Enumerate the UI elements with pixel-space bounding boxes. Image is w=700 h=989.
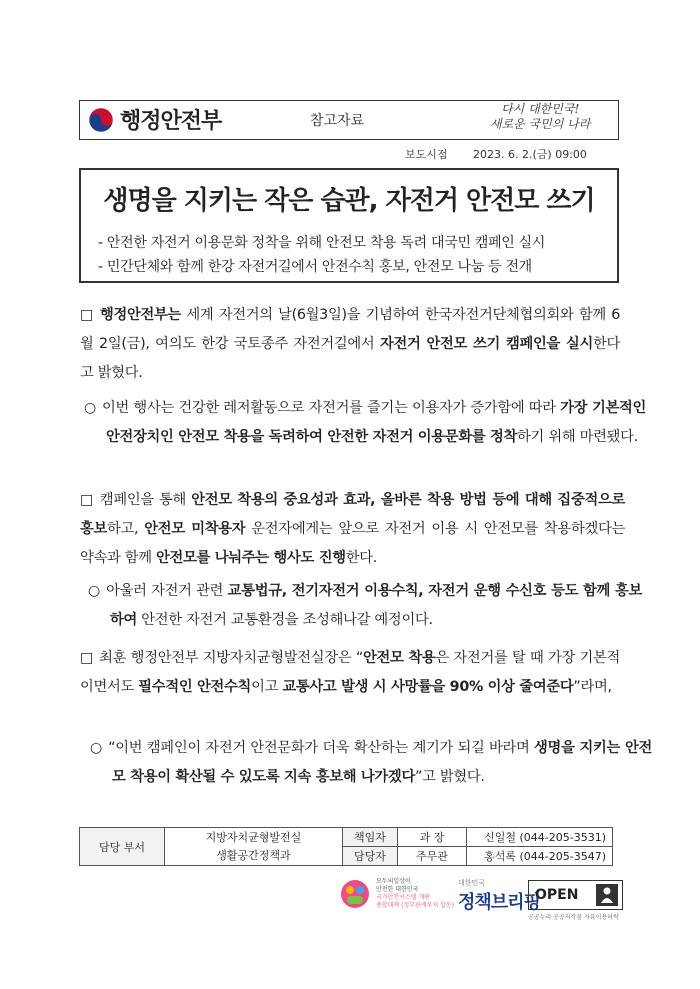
square-bullet: □ [80,650,94,666]
paragraph-3 [80,486,625,573]
paragraph-4 [88,577,642,635]
logo1-line4: 종합대책 (정부관계부처 합동) [376,902,455,909]
dept-name [165,828,343,866]
title-cell: 과 장 [398,828,467,847]
role-cell: 담당자 [343,847,398,866]
circle-bullet: ○ [90,740,103,756]
subtitle-1: - 안전한 자전거 이용문화 정착을 위해 안전모 착용 독려 대국민 캠페인 실시 [98,235,546,251]
bold-text: 안전모 착용 [362,650,436,666]
role-cell: 책임자 [343,828,398,847]
text: ”고 밝혔다. [414,769,485,785]
text: 세계 자전거의 날(6월3일)을 기념하여 한국자전거단체협의회와 함께 6월 2일(금), 여의도 한강 국토종주 자전거길에서 [80,307,620,352]
text: “이번 캠페인이 자전거 안전문화가 더욱 확산하는 계기가 되길 바라며 [108,740,535,756]
circle-bullet: ○ [88,583,101,599]
bold-text: 자전거 안전모 쓰기 캠페인을 실시 [379,336,593,352]
text: 운전자에게는 앞으로 자전거 이용 시 안전모를 착용하겠다는 약속과 함께 [80,521,625,566]
bold-text: 안전모 미착용자 [144,521,246,537]
dept-line1: 지방자치균형발전실 [205,830,302,844]
text: 한다. [345,550,377,566]
open-license-logo [528,880,623,910]
bold-text: 필수적인 안전수칙 [138,679,252,695]
title-cell: 주무관 [398,847,467,866]
text: 캠페인을 통해 [99,492,192,508]
person-icon [596,884,618,906]
ministry-logo [88,104,221,135]
release-info [405,146,587,162]
text: 최훈 행정안전부 지방자치균형발전실장은 “ [99,650,363,666]
person-cell: 홍석록 (044-205-3547) [467,847,613,866]
text: 하기 위해 마련됐다. [517,429,638,445]
text: 은 자전거를 탈 때 가장 기본적이면서도 [80,650,620,695]
safety-korea-logo [340,878,454,910]
bold-text: 교통법규, 전기자전거 이용수칙, 자전거 운행 수신호 등도 함께 홍보하여 [110,583,642,628]
government-emblem-icon [88,107,114,133]
dept-label: 담당 부서 [80,828,165,866]
contact-table [79,827,613,866]
square-bullet: □ [80,492,94,508]
paragraph-2 [84,394,646,452]
slogan-line1: 다시 대한민국! [501,102,580,116]
page-title: 생명을 지키는 작은 습관, 자전거 안전모 쓰기 [103,186,595,216]
open-text: OPEN [535,887,579,903]
text: 아울러 자전거 관련 [106,583,228,599]
table-row [80,828,613,847]
square-bullet: □ [80,307,94,323]
slogan-line2: 새로운 국민의 나라 [490,117,591,131]
text: 한다고 밝혔다. [80,336,620,381]
bold-text: 행정안전부는 [100,307,182,323]
logo1-line2: 안전한 대한민국 [376,886,419,893]
bold-text: 교통사고 발생 시 사망률을 90% 이상 줄여준다 [282,679,574,695]
logo2-small: 대한민국 [458,879,486,887]
text: ”라며, [573,679,612,695]
safety-people-icon [340,879,370,909]
text: 이고 [251,679,283,695]
release-label: 보도시점 [405,148,448,161]
paragraph-6 [84,734,652,792]
text: 하고, [107,521,145,537]
circle-bullet: ○ [84,400,97,416]
subtitle-2: - 민간단체와 함께 한강 자전거길에서 안전수칙 홍보, 안전모 나눔 등 전개 [98,259,532,275]
paragraph-5 [80,644,620,702]
open-license-subtext: 공공누리 공공저작물 자유이용허락 [528,914,619,921]
doc-type: 참고자료 [310,113,365,129]
slogan [490,102,590,132]
bold-text: 가장 기본적인 안전장치인 안전모 착용을 독려하여 안전한 자전거 이용문화를 정착 [106,400,646,445]
ministry-name: 행정안전부 [120,109,222,134]
logo2-big: 정책브리핑 [458,892,540,913]
text: 안전한 자전거 교통환경을 조성해나갈 예정이다. [137,612,433,628]
logo1-line1: 모두의일상이 [376,878,411,885]
bold-text: 안전모를 나눠주는 행사도 진행 [156,550,346,566]
logo1-line3: 국가안전시스템 개편 [376,894,431,901]
release-time: 2023. 6. 2.(금) 09:00 [473,148,587,161]
dept-line2: 생활공간정책과 [216,848,291,862]
bold-text: 안전모 착용의 중요성과 효과, 올바른 착용 방법 등에 대해 집중적으로 홍보 [80,492,625,537]
paragraph-1 [80,301,620,388]
text: 이번 행사는 건강한 레저활동으로 자전거를 즐기는 이용자가 증가함에 따라 [102,400,561,416]
bold-text: 생명을 지키는 안전모 착용이 확산될 수 있도록 지속 홍보해 나가겠다 [112,740,652,785]
person-cell: 신일철 (044-205-3531) [467,828,613,847]
